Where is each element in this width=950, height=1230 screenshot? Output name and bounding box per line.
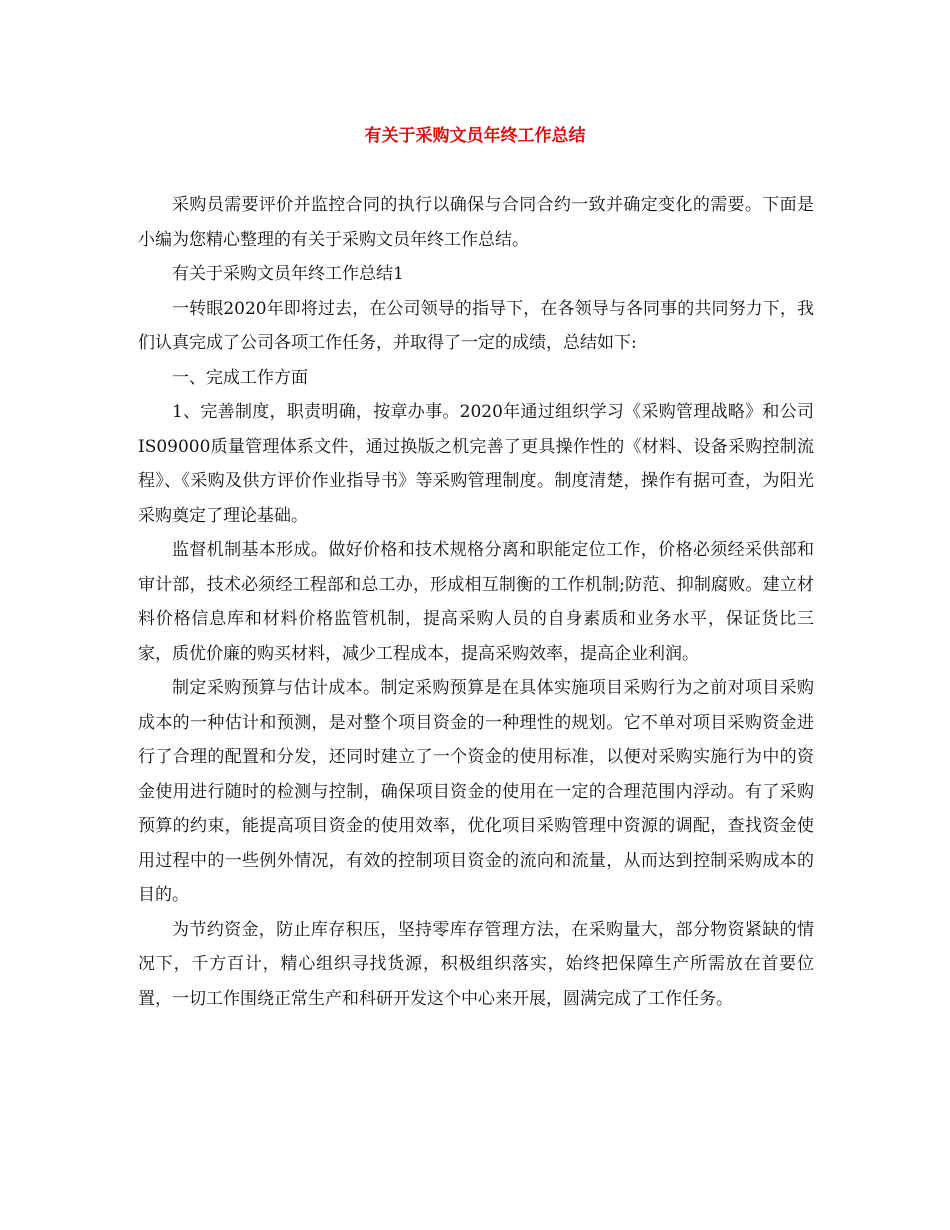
paragraph-supervision-mechanism: 监督机制基本形成。做好价格和技术规格分离和职能定位工作，价格必须经采供部和审计部，技术必须经工程部和总工办，形成相互制衡的工作机制;防范、抑制腐败。建立材料价格信息库和材料价格监管机制，提高采购人员的自身素质和业务水平，保证货比三家，质优价廉的购买材料，减少工程成本，提高采购效率，提高企业利润。: [138, 540, 814, 664]
paragraph-budget-estimation: 制定采购预算与估计成本。制定采购预算是在具体实施项目采购行为之前对项目采购成本的一种估计和预测，是对整个项目资金的一种理性的规划。它不单对项目采购资金进行了合理的配置和分发，还同时建立了一个资金的使用标准，以便对采购实施行为中的资金使用进行随时的检测与控制，确保项目资金的使用在一定的合理范围内浮动。有了采购预算的约束，能提高项目资金的使用效率，优化项目采购管理中资源的调配，查找资金使用过程中的一些例外情况，有效的控制项目资金的流向和流量，从而达到控制采购成本的目的。: [138, 678, 814, 905]
document-title: 有关于采购文员年终工作总结: [364, 126, 586, 146]
document-body: [138, 188, 814, 1016]
paragraph-system-improvement: 1、完善制度，职责明确，按章办事。2020年通过组织学习《采购管理战略》和公司IS09000质量管理体系文件，通过换版之机完善了更具操作性的《材料、设备采购控制流程》、《采购及供方评价作业指导书》等采购管理制度。制度清楚，操作有据可查，为阳光采购奠定了理论基础。: [138, 402, 814, 526]
subheading-completed-work: 一、完成工作方面: [172, 367, 308, 388]
paragraph-summary-opening: 一转眼2020年即将过去，在公司领导的指导下，在各领导与各同事的共同努力下，我们认真完成了公司各项工作任务，并取得了一定的成绩，总结如下:: [138, 298, 814, 353]
section-heading-1: 有关于采购文员年终工作总结1: [172, 264, 404, 284]
paragraph-intro: 采购员需要评价并监控合同的执行以确保与合同合约一致并确定变化的需要。下面是小编为您精心整理的有关于采购文员年终工作总结。: [138, 195, 814, 250]
paragraph-inventory-management: 为节约资金，防止库存积压，坚持零库存管理方法，在采购量大，部分物资紧缺的情况下，千方百计，精心组织寻找货源，积极组织落实，始终把保障生产所需放在首要位置，一切工作围绕正常生产和科研开发这个中心来开展，圆满完成了工作任务。: [138, 919, 814, 1009]
